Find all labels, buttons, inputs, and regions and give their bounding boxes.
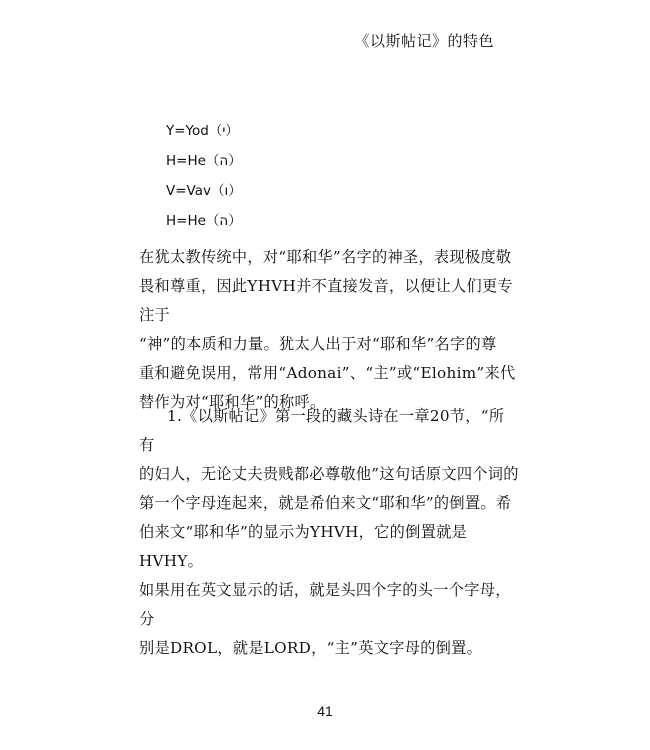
yhvh-letter-h-second: H=He（ה） bbox=[166, 213, 242, 229]
yhvh-letter-y: Y=Yod（י） bbox=[166, 123, 239, 139]
yhvh-letter-v: V=Vav（ו） bbox=[166, 183, 242, 199]
yhvh-letter-list bbox=[166, 116, 242, 236]
paragraph-line: 的妇人，无论丈夫贵贱都必尊敬他”这句话原文四个词的 bbox=[139, 465, 519, 483]
paragraph-line: 1.《以斯帖记》第一段的藏头诗在一章20节，“所有 bbox=[139, 407, 505, 454]
paragraph-name-reverence bbox=[139, 243, 519, 417]
running-head-title: 《以斯帖记》的特色 bbox=[354, 32, 494, 50]
paragraph-line: 畏和尊重，因此YHVH并不直接发音，以便让人们更专注于 bbox=[139, 277, 513, 324]
paragraph-line: 伯来文“耶和华”的显示为YHVH，它的倒置就是HVHY。 bbox=[139, 523, 468, 570]
page-number: 41 bbox=[317, 703, 333, 719]
yhvh-letter-h: H=He（ה） bbox=[166, 153, 242, 169]
paragraph-line: “神”的本质和力量。犹太人出于对“耶和华”名字的尊 bbox=[139, 335, 497, 353]
paragraph-line: 在犹太教传统中，对“耶和华”名字的神圣，表现极度敬 bbox=[139, 248, 512, 266]
paragraph-line: 第一个字母连起来，就是希伯来文“耶和华”的倒置。希 bbox=[139, 494, 512, 512]
paragraph-line: 如果用在英文显示的话，就是头四个字的头一个字母，分 bbox=[139, 581, 511, 628]
paragraph-line: 别是DROL，就是LORD，“主”英文字母的倒置。 bbox=[139, 639, 483, 657]
paragraph-line: 替作为对“耶和华”的称呼。 bbox=[139, 393, 326, 411]
paragraph-line: 重和避免误用，常用“Adonai”、“主”或“Elohim”来代 bbox=[139, 364, 516, 382]
paragraph-acrostic bbox=[139, 402, 519, 663]
